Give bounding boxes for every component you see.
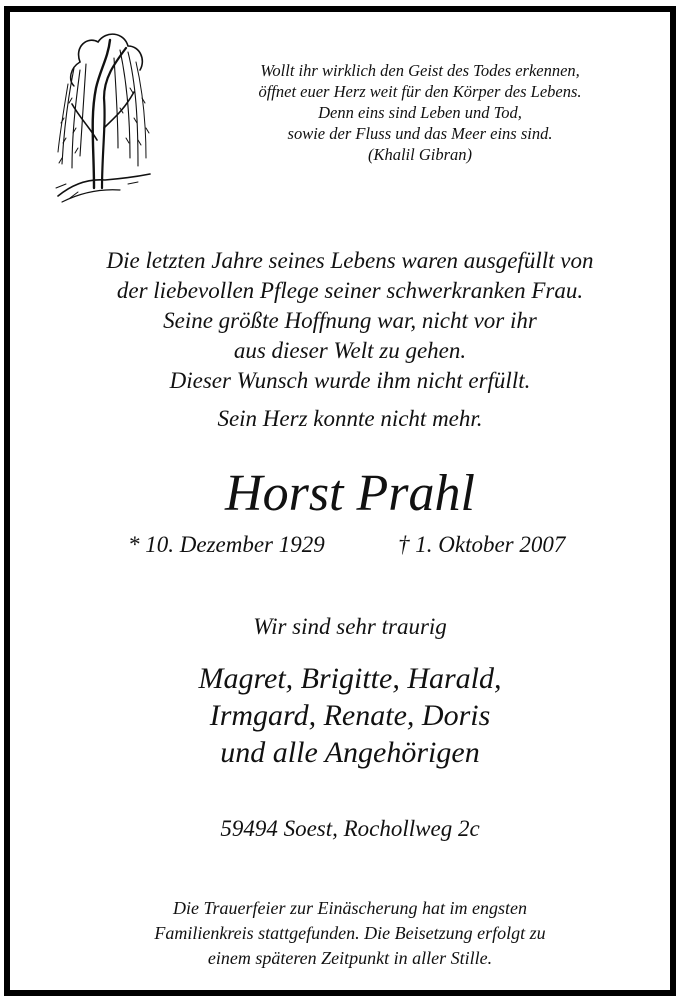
mourners-intro: Wir sind sehr traurig bbox=[253, 614, 447, 639]
intro-line: Dieser Wunsch wurde ihm nicht erfüllt. bbox=[169, 368, 531, 393]
gibran-quote bbox=[185, 60, 655, 165]
mourners-line: Irmgard, Renate, Doris bbox=[209, 699, 491, 732]
notice-line: Familienkreis stattgefunden. Die Beisetzung erfolgt zu bbox=[154, 923, 546, 943]
deceased-name: Horst Prahl bbox=[225, 465, 475, 522]
mourners-line: Magret, Brigitte, Harald, bbox=[198, 662, 502, 695]
quote-line: sowie der Fluss und das Meer eins sind. bbox=[287, 124, 553, 143]
mourners-names bbox=[30, 660, 670, 771]
address: 59494 Soest, Rochollweg 2c bbox=[220, 816, 480, 841]
intro-line: Die letzten Jahre seines Lebens waren ausgefüllt von bbox=[106, 248, 594, 273]
intro-line: aus dieser Welt zu gehen. bbox=[233, 338, 467, 363]
notice-line: Die Trauerfeier zur Einäscherung hat im engsten bbox=[173, 898, 527, 918]
quote-line: öffnet euer Herz weit für den Körper des Lebens. bbox=[258, 82, 582, 101]
willow-tree-icon bbox=[50, 28, 154, 208]
birth-date: * 10. Dezember 1929 bbox=[128, 532, 325, 557]
funeral-notice bbox=[50, 896, 650, 971]
intro-text bbox=[30, 246, 670, 396]
intro-line: der liebevollen Pflege seiner schwerkranken Frau. bbox=[116, 278, 584, 303]
death-date: † 1. Oktober 2007 bbox=[398, 532, 566, 557]
intro-line: Seine größte Hoffnung war, nicht vor ihr bbox=[163, 308, 537, 333]
quote-author: (Khalil Gibran) bbox=[367, 145, 473, 164]
quote-line: Wollt ihr wirklich den Geist des Todes erkennen, bbox=[260, 61, 580, 80]
quote-line: Denn eins sind Leben und Tod, bbox=[318, 103, 522, 122]
obituary-frame bbox=[4, 6, 676, 996]
mourners-line: und alle Angehörigen bbox=[220, 736, 480, 769]
intro-closing: Sein Herz konnte nicht mehr. bbox=[217, 406, 483, 431]
notice-line: einem späteren Zeitpunkt in aller Stille. bbox=[207, 948, 493, 968]
